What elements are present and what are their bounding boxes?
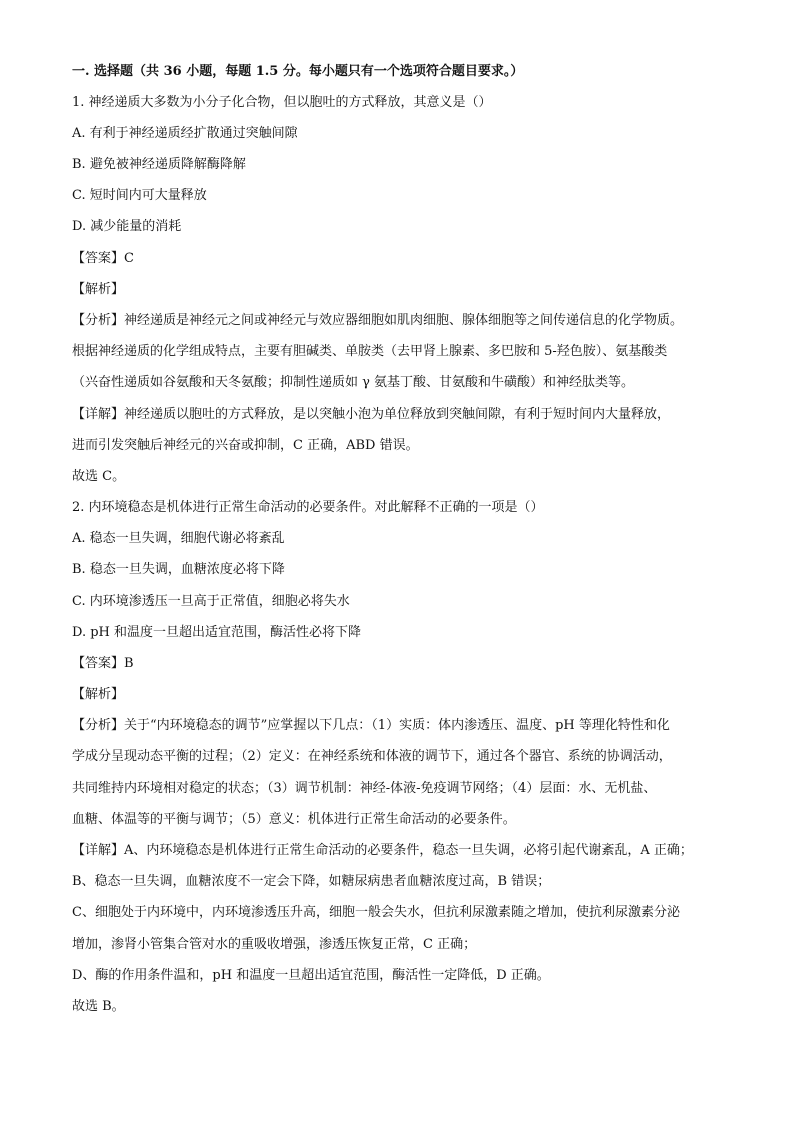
q2-option-c: C. 内环境渗透压一旦高于正常值，细胞必将失水 — [72, 594, 350, 609]
question-2-stem: 2. 内环境稳态是机体进行正常生命活动的必要条件。对此解释不正确的一项是（） — [72, 500, 544, 515]
q1-option-d: D. 减少能量的消耗 — [72, 219, 182, 234]
q2-option-b: B. 稳态一旦失调，血糖浓度必将下降 — [72, 562, 285, 577]
q2-xiangjie-line: 【详解】A、内环境稳态是机体进行正常生命活动的必要条件，稳态一旦失调，必将引起代谢紊乱，A 正确； — [72, 843, 693, 858]
q1-option-b: B. 避免被神经递质降解酶降解 — [72, 157, 246, 172]
q1-option-c: C. 短时间内可大量释放 — [72, 188, 207, 203]
q2-xiangjie-line: 增加，渗肾小管集合管对水的重吸收增强，渗透压恢复正常，C 正确； — [72, 937, 477, 952]
q2-fenxi-line: 学成分呈现动态平衡的过程；（2）定义：在神经系统和体液的调节下，通过各个器官、系统的协调活动， — [72, 749, 672, 764]
q1-fenxi-line: （兴奋性递质如谷氨酸和天冬氨酸；抑制性递质如 γ 氨基丁酸、甘氨酸和牛磺酸）和神经肽类等。 — [72, 375, 635, 390]
q2-conclusion: 故选 B。 — [72, 999, 125, 1014]
q1-fenxi-line: 【分析】神经递质是神经元之间或神经元与效应器细胞如肌肉细胞、腺体细胞等之间传递信息的化学物质。 — [72, 313, 684, 328]
q1-option-a: A. 有利于神经递质经扩散通过突触间隙 — [72, 126, 298, 141]
q2-fenxi-line: 血糖、体温等的平衡与调节；（5）意义：机体进行正常生命活动的必要条件。 — [72, 812, 516, 827]
q2-fenxi-line: 共同维持内环境相对稳定的状态；（3）调节机制：神经-体液-免疫调节网络；（4）层面：水、无机盐、 — [72, 781, 657, 796]
q1-xiangjie-line: 进而引发突触后神经元的兴奋或抑制，C 正确，ABD 错误。 — [72, 438, 419, 453]
q2-xiangjie-line: C、细胞处于内环境中，内环境渗透压升高，细胞一般会失水，但抗利尿激素随之增加，使抗利尿激素分泌 — [72, 905, 680, 920]
q1-fenxi-line: 根据神经递质的化学组成特点，主要有胆碱类、单胺类（去甲肾上腺素、多巴胺和 5-羟色胺）、氨基酸类 — [72, 344, 668, 359]
q1-answer: 【答案】C — [72, 251, 134, 266]
q1-analysis-label: 【解析】 — [72, 282, 125, 297]
q2-fenxi-line: 【分析】关于“内环境稳态的调节”应掌握以下几点：（1）实质：体内渗透压、温度、pH 等理化特性和化 — [72, 718, 670, 733]
q2-xiangjie-line: D、酶的作用条件温和，pH 和温度一旦超出适宜范围，酶活性一定降低，D 正确。 — [72, 968, 550, 983]
q2-analysis-label: 【解析】 — [72, 687, 125, 702]
q2-option-d: D. pH 和温度一旦超出适宜范围，酶活性必将下降 — [72, 625, 362, 640]
section-heading: 一. 选择题（共 36 小题，每题 1.5 分。每小题只有一个选项符合题目要求。） — [72, 64, 524, 79]
q2-option-a: A. 稳态一旦失调，细胞代谢必将紊乱 — [72, 531, 285, 546]
question-1-stem: 1. 神经递质大多数为小分子化合物，但以胞吐的方式释放，其意义是（） — [72, 95, 492, 110]
q2-xiangjie-line: B、稳态一旦失调，血糖浓度不一定会下降，如糖尿病患者血糖浓度过高，B 错误； — [72, 874, 551, 889]
q2-answer: 【答案】B — [72, 656, 134, 671]
q1-conclusion: 故选 C。 — [72, 469, 126, 484]
q1-xiangjie-line: 【详解】神经递质以胞吐的方式释放，是以突触小泡为单位释放到突触间隙，有利于短时间内大量释放， — [72, 407, 671, 422]
